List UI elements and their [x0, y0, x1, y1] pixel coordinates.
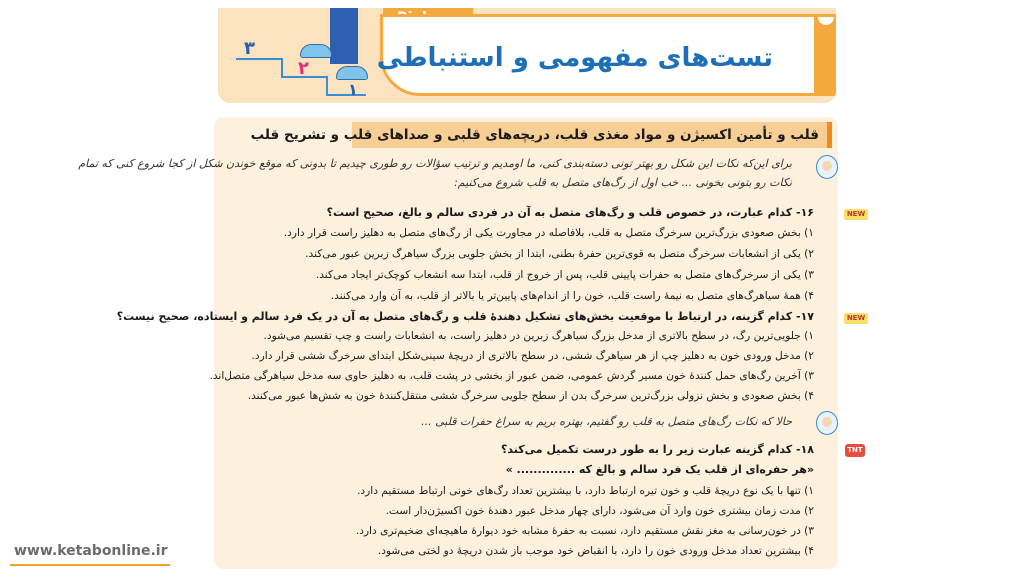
chapter-header: [218, 8, 836, 103]
question-16: ۱۶- کدام عبارت، در خصوص قلب و رگ‌های متصل به آن در فردی سالم و بالغ، صحیح است؟: [326, 206, 814, 219]
q16-option-1: ۱) بخش صعودی بزرگ‌ترین سرخرگ متصل به قلب، بلافاصله در مجاورت یکی از رگ‌های متصل به دهلیز راست قرار دارد.: [283, 227, 814, 239]
bookmark-notch: [818, 17, 834, 25]
title-card: [376, 14, 836, 96]
shoe-icon: [336, 66, 368, 80]
q16-option-4: ۴) همهٔ سیاهرگ‌های متصل به نیمهٔ راست قلب، خون را از اندام‌های پایین‌تر یا بالاتر از قلب، به آن وارد می‌کنند.: [330, 290, 814, 302]
section-title: قلب و تأمین اکسیژن و مواد مغذی قلب، دریچه‌های قلبی و صداهای قلب و تشریح قلب: [352, 122, 832, 148]
intro-2: حالا که نکات رگ‌های متصل به قلب رو گفتیم، بهتره بریم به سراغ حفرات قلبی ...: [421, 415, 792, 428]
teacher-avatar-icon: [816, 411, 838, 435]
shoe-icon: [300, 44, 332, 58]
q17-option-3: ۳) آخرین رگ‌های حمل کنندهٔ خون مسیر گردش عمومی، ضمن عبور از بخشی در پشت قلب، به دهلیز حاوی سه مدخل سیاهرگی متصل‌اند.: [209, 370, 814, 382]
avatar-face: [822, 417, 832, 427]
teacher-avatar-icon: [816, 155, 838, 179]
stair-line: [326, 76, 328, 94]
step-number-2: ۲: [298, 58, 309, 79]
q17-option-2: ۲) مدخل ورودی خون به دهلیز چپ از هر سیاهرگ ششی، در سطح بالاتری از دریچهٔ سینی‌شکل ابتدای سرخرگ ششی قرار دارد.: [251, 350, 814, 362]
question-17: ۱۷- کدام گزینه، در ارتباط با موقعیت بخش‌های تشکیل دهندهٔ قلب و رگ‌های متصل به آن در یک فرد سالم و ایستاده، صحیح نیست؟: [116, 310, 814, 323]
website-link[interactable]: www.ketabonline.ir: [14, 543, 168, 559]
new-badge: NEW: [844, 209, 868, 220]
step-number-1: ۱: [348, 80, 358, 99]
q17-option-4: ۴) بخش صعودی و بخش نزولی بزرگ‌ترین سرخرگ بدن از سطح جلویی سرخرگ ششی منتقل‌کنندهٔ خون به شش‌ها عبور می‌کنند.: [247, 390, 814, 402]
intro-line-2: نکات رو بتونی بخونی ... خب اول از رگ‌های متصل به قلب شروع می‌کنیم:: [454, 176, 792, 189]
question-18: ۱۸- کدام گزینه عبارت زیر را به طور درست تکمیل می‌کند؟: [501, 443, 814, 456]
q17-option-1: ۱) جلویی‌ترین رگ، در سطح بالاتری از مدخل بزرگ سیاهرگ زبرین در دهلیز راست، به انشعابات راست و چپ تقسیم می‌شود.: [263, 330, 814, 342]
step-number-3: ۳: [244, 38, 255, 59]
page-title: تست‌های مفهومی و استنباطی: [376, 43, 773, 73]
steps-illustration: [218, 8, 380, 103]
character-legs: [330, 8, 358, 64]
q16-option-2: ۲) یکی از انشعابات سرخرگ متصل به قوی‌ترین حفرهٔ بطنی، ابتدا از بخش جلویی بزرگ سیاهرگ زبرین عبور می‌کند.: [305, 248, 814, 260]
bookmark-tab: [814, 14, 836, 96]
intro-line-1: برای این‌که نکات این شکل رو بهتر تونی دسته‌بندی کنی، ما اومدیم و ترتیب سؤالات رو طوری چیدیم تا بدونی که موقع خوندن شکل از کجا شروع کنی که تمام: [78, 157, 792, 170]
tnt-badge: TNT: [845, 444, 865, 457]
q18-option-1: ۱) تنها با یک نوع دریچهٔ قلب و خون تیره ارتباط دارد، با بیشترین تعداد رگ‌های خونی ارتباط مستقیم دارد.: [357, 485, 814, 497]
new-badge: NEW: [844, 313, 868, 324]
q18-option-2: ۲) مدت زمان بیشتری خون وارد آن می‌شود، دارای چهار مدخل عبور دهندهٔ خون اکسیژن‌دار است.: [385, 505, 814, 517]
q16-option-3: ۳) یکی از سرخرگ‌های متصل به حفرات پایینی قلب، پس از خروج از قلب، ابتدا سه انشعاب کوچک‌تر ایجاد می‌کند.: [315, 269, 814, 281]
stair-line: [236, 58, 281, 60]
q18-option-3: ۳) در خون‌رسانی به مغز نقش مستقیم دارد، نسبت به حفرهٔ مشابه خود دیوارهٔ ماهیچه‌ای ضخیم‌تری دارد.: [355, 525, 814, 537]
q18-statement: «هر حفره‌ای از قلب یک فرد سالم و بالغ که .............. »: [505, 463, 814, 476]
stair-line: [281, 58, 283, 76]
q18-option-4: ۴) بیشترین تعداد مدخل ورودی خون را دارد، با انقباض خود موجب باز شدن دریچهٔ دو لختی می‌شود.: [377, 545, 814, 557]
stair-line: [326, 94, 366, 96]
avatar-face: [822, 161, 832, 171]
website-underline: [10, 564, 170, 566]
